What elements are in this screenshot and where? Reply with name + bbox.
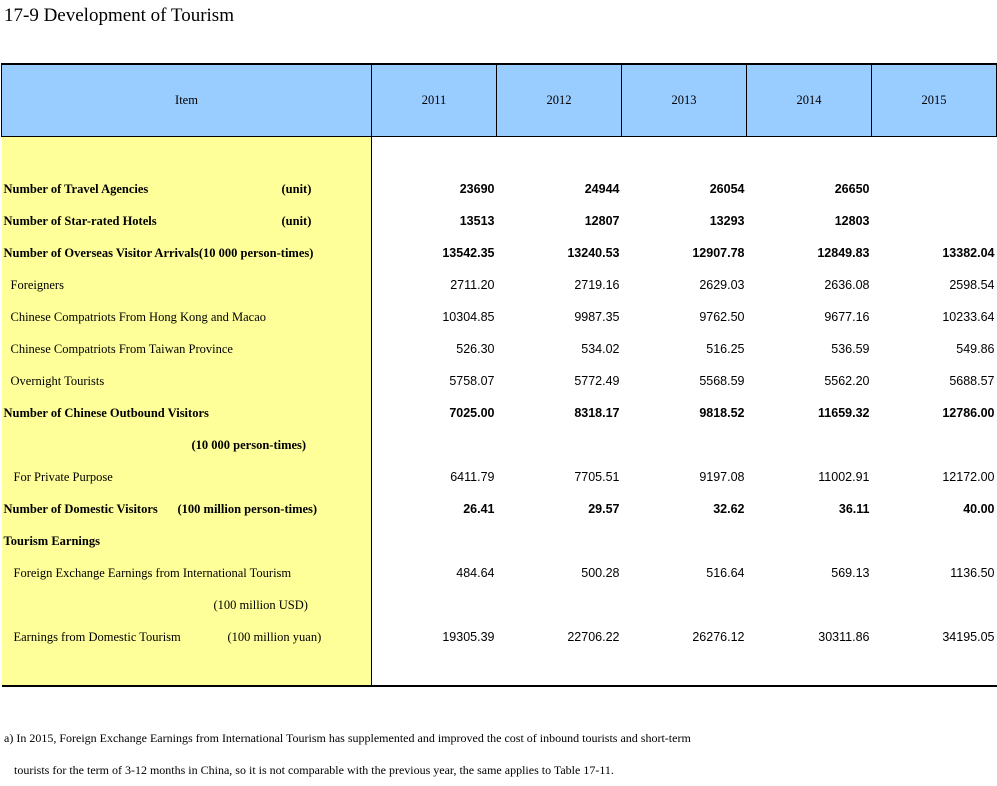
table-cell: 484.64 [456, 566, 495, 580]
table-cell: 5562.20 [824, 374, 870, 388]
table-row [2, 461, 997, 493]
table-cell: 26.41 [463, 502, 495, 516]
table-cell: 2711.20 [450, 278, 495, 292]
table-cell: 9677.16 [824, 310, 870, 324]
table-cell: 500.28 [581, 566, 620, 580]
row-label: Foreigners [2, 269, 372, 301]
row-label: Chinese Compatriots From Taiwan Province [2, 333, 372, 365]
spacer-row [2, 653, 997, 686]
table-cell [872, 205, 997, 237]
table-cell [872, 173, 997, 205]
table-row [2, 429, 997, 461]
row-label: Number of Chinese Outbound Visitors [2, 397, 372, 429]
row-label: Number of Travel Agencies [3, 181, 149, 196]
table-cell: 2598.54 [949, 278, 995, 292]
table-row [2, 333, 997, 365]
table-cell: 549.86 [956, 342, 995, 356]
table-cell: 23690 [459, 182, 495, 196]
row-label: Overnight Tourists [2, 365, 372, 397]
table-row [2, 173, 997, 205]
table-cell: 569.13 [831, 566, 870, 580]
table-cell: 36.11 [838, 502, 870, 516]
row-unit-label: (100 million USD) [2, 589, 372, 621]
table-cell: 2636.08 [824, 278, 870, 292]
page-title: 17-9 Development of Tourism [4, 5, 234, 26]
header-row [2, 64, 997, 137]
table-cell: 29.57 [588, 502, 620, 516]
table-cell: 22706.22 [567, 630, 620, 644]
row-label: Tourism Earnings [2, 525, 372, 557]
row-unit: (unit) [281, 181, 312, 196]
table-cell: 26276.12 [692, 630, 745, 644]
row-label-cell [2, 205, 372, 237]
table-row [2, 397, 997, 429]
table-cell: 9762.50 [699, 310, 745, 324]
table-cell: 536.59 [831, 342, 870, 356]
row-label: For Private Purpose [2, 461, 372, 493]
table-cell: 11659.32 [818, 406, 870, 420]
table-cell: 13382.04 [942, 246, 995, 260]
table-cell: 9987.35 [574, 310, 620, 324]
row-label: Number of Star-rated Hotels [3, 213, 157, 228]
table-row [2, 525, 997, 557]
table-cell: 5568.59 [699, 374, 745, 388]
row-label: Foreign Exchange Earnings from International Tourism [2, 557, 372, 589]
table-cell: 5758.07 [449, 374, 495, 388]
table-cell: 9818.52 [699, 406, 745, 420]
table-cell: 13293 [709, 214, 745, 228]
table-cell: 7025.00 [449, 406, 495, 420]
table-row [2, 205, 997, 237]
table-cell: 12803 [834, 214, 870, 228]
table-cell: 11002.91 [818, 470, 870, 484]
table-cell: 12807 [584, 214, 620, 228]
table-cell: 516.64 [706, 566, 745, 580]
header-year-2013: 2013 [622, 64, 747, 137]
row-label-cell [2, 173, 372, 205]
row-unit: (100 million person-times) [177, 501, 318, 516]
table-cell: 1136.50 [950, 566, 995, 580]
table-cell: 26650 [834, 182, 870, 196]
table-cell: 534.02 [581, 342, 620, 356]
table-cell: 13542.35 [442, 246, 495, 260]
table-cell: 13513 [459, 214, 495, 228]
table-row [2, 621, 997, 653]
table-row [2, 589, 997, 621]
table-cell: 12907.78 [692, 246, 745, 260]
table-cell: 13240.53 [567, 246, 620, 260]
spacer-row [2, 137, 997, 174]
row-label: Number of Domestic Visitors [3, 501, 158, 516]
table-cell: 10233.64 [942, 310, 995, 324]
header-year-2015: 2015 [872, 64, 997, 137]
header-item: Item [2, 64, 372, 137]
table-cell: 32.62 [713, 502, 745, 516]
header-year-2014: 2014 [747, 64, 872, 137]
table-cell: 7705.51 [574, 470, 620, 484]
footnotes [4, 722, 691, 786]
table-cell: 19305.39 [442, 630, 495, 644]
table-cell: 9197.08 [699, 470, 745, 484]
footnote-line: a) In 2015, Foreign Exchange Earnings from International Tourism has supplemented and improved the cost of inbound tourists and short-term [4, 731, 691, 745]
table-cell: 10304.85 [442, 310, 495, 324]
table-cell: 30311.86 [818, 630, 870, 644]
table-cell: 34195.05 [942, 630, 995, 644]
row-unit: (100 million yuan) [227, 629, 322, 644]
row-label-cell [2, 493, 372, 525]
table-cell: 526.30 [456, 342, 495, 356]
row-unit: (unit) [281, 213, 312, 228]
table-cell: 516.25 [706, 342, 745, 356]
table-row [2, 557, 997, 589]
row-label: Earnings from Domestic Tourism [13, 629, 181, 644]
table-cell: 40.00 [963, 502, 995, 516]
table-cell: 5772.49 [574, 374, 620, 388]
table-row [2, 365, 997, 397]
table-row [2, 269, 997, 301]
row-label: Number of Overseas Visitor Arrivals(10 000 person-times) [2, 237, 372, 269]
table-cell: 8318.17 [574, 406, 620, 420]
table-cell: 12786.00 [942, 406, 995, 420]
table-cell: 5688.57 [949, 374, 995, 388]
table-cell: 2629.03 [699, 278, 745, 292]
row-label-cell [2, 621, 372, 653]
table-row [2, 237, 997, 269]
row-unit-label: (10 000 person-times) [2, 429, 372, 461]
table-cell: 6411.79 [450, 470, 495, 484]
table-cell: 12172.00 [942, 470, 995, 484]
table-row [2, 493, 997, 525]
header-year-2012: 2012 [497, 64, 622, 137]
table-cell: 24944 [584, 182, 620, 196]
table-cell: 26054 [709, 182, 745, 196]
row-label: Chinese Compatriots From Hong Kong and Macao [2, 301, 372, 333]
footnote-line: tourists for the term of 3-12 months in China, so it is not comparable with the previous year, the same applies to Table 17-11. [14, 763, 614, 777]
table-row [2, 301, 997, 333]
table-cell: 2719.16 [574, 278, 620, 292]
header-year-2011: 2011 [372, 64, 497, 137]
table-cell: 12849.83 [817, 246, 870, 260]
tourism-table [1, 63, 997, 687]
